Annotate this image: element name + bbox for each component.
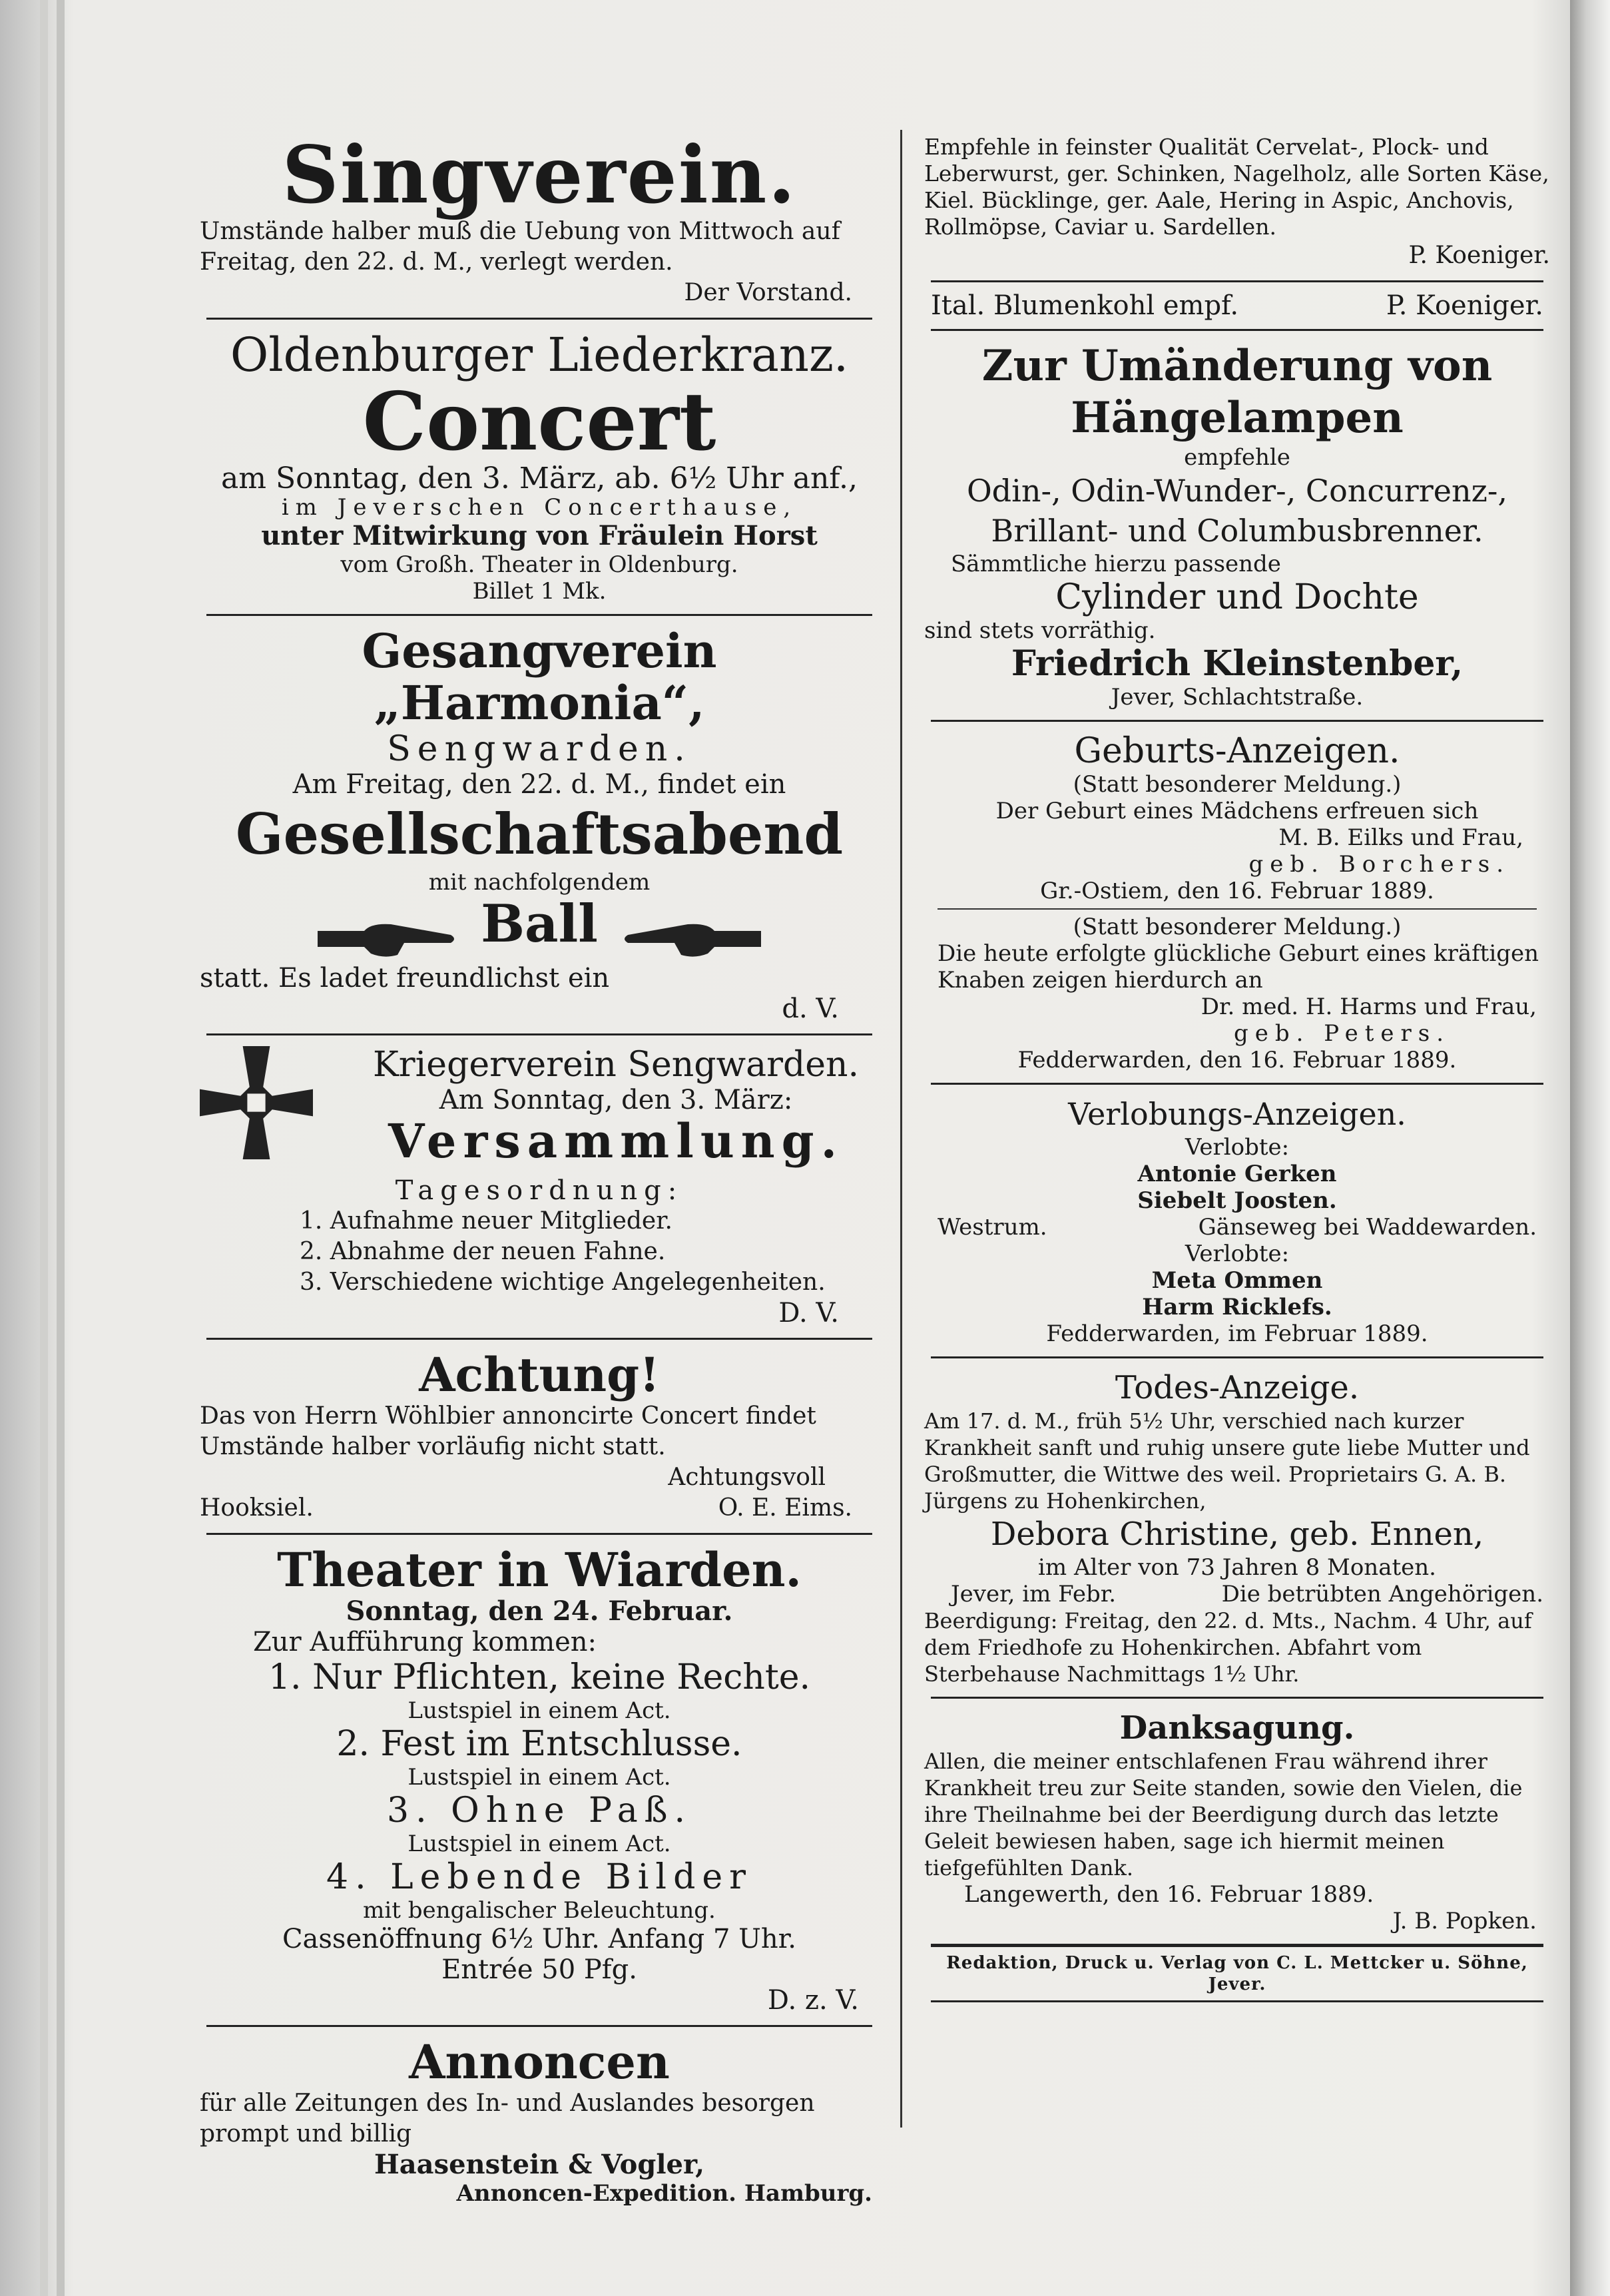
ad-entry: Entrée 50 Pfg. (441, 1954, 637, 1985)
ad-signature: D. z. V. (767, 1984, 859, 2016)
play-sub: Lustspiel in einem Act. (407, 1697, 671, 1724)
ad-times: Cassenöffnung 6½ Uhr. Anfang 7 Uhr. (282, 1923, 797, 1954)
page-edge (57, 0, 65, 2296)
ad-place: Gänseweg bei Waddewarden. (1198, 1214, 1537, 1241)
ad-line: im Jeverschen Concerthause, (281, 494, 798, 521)
rule (206, 2025, 872, 2027)
ad-place: Hooksiel. (200, 1494, 314, 1522)
ad-names: geb. Peters. (1233, 1020, 1450, 1047)
ad-signature: P. Koeniger. (1408, 242, 1550, 269)
ad-title: Theater in Wiarden. (277, 1542, 802, 1597)
agenda-item: 2. Abnahme der neuen Fahne. (300, 1237, 666, 1265)
page-edge (40, 0, 48, 2296)
ad-title: Concert (362, 375, 716, 469)
ad-haengelampen (918, 336, 1557, 715)
ad-name: Meta Ommen (1151, 1267, 1323, 1294)
rule (931, 1944, 1543, 1947)
rule (931, 1697, 1543, 1699)
ad-line: unter Mitwirkung von Fräulein Horst (261, 520, 818, 551)
rule (931, 280, 1543, 282)
ad-dank (918, 1704, 1557, 1938)
ad-singverein (193, 130, 886, 312)
rule (931, 2000, 1543, 2002)
ad-date: Sonntag, den 24. Februar. (346, 1595, 733, 1627)
ad-text: Allen, die meiner entschlafenen Frau während ihrer Krankheit treu zur Seite standen, sowie den Vielen, die ihre Theilnahme bei der Beerdigung durch das letzte Geleit bewiesen haben, sage ich hiermit meinen tiefgefühlten Dank. (924, 1749, 1523, 1880)
agenda-item: 1. Aufnahme neuer Mitglieder. (300, 1207, 672, 1235)
ad-text: Der Geburt eines Mädchens erfreuen sich (995, 798, 1479, 824)
ad-place: Gr.-Ostiem, den 16. Februar 1889. (1040, 878, 1434, 904)
agenda-item: 3. Verschiedene wichtige Angelegenheiten. (300, 1268, 826, 1296)
ad-brands: Brillant- und Columbusbrenner. (991, 513, 1483, 549)
ad-age: im Alter von 73 Jahren 8 Monaten. (1038, 1554, 1436, 1581)
ad-signature: D. V. (778, 1297, 839, 1328)
ad-intro: Zur Aufführung kommen: (253, 1626, 597, 1657)
ad-place: Sengwarden. (387, 729, 692, 769)
ad-firm2: Annoncen-Expedition. Hamburg. (456, 2179, 872, 2207)
ad-place: Fedderwarden, den 16. Februar 1889. (1017, 1047, 1457, 1073)
ad-todes (918, 1364, 1557, 1691)
ad-koeniger-food (918, 130, 1557, 275)
ad-geburt (918, 727, 1557, 1077)
ad-title: Danksagung. (1119, 1709, 1355, 1747)
ad-theater (193, 1540, 886, 2020)
imprint: Redaktion, Druck u. Verlag von C. L. Mettcker u. Söhne, Jever. (946, 1953, 1528, 1994)
ad-title: Todes-Anzeige. (1115, 1369, 1360, 1406)
ad-text: Umstände halber muß die Uebung von Mittwoch auf Freitag, den 22. d. M., verlegt werden. (200, 218, 840, 276)
left-column (193, 130, 886, 2211)
column-divider (900, 130, 902, 2128)
ad-signature: O. E. Eims. (718, 1494, 852, 1522)
ad-org: Gesangverein „Harmonia“, (362, 623, 717, 730)
ad-signature: J. B. Popken. (1392, 1908, 1537, 1934)
ad-name: Antonie Gerken (1137, 1161, 1337, 1187)
rule (206, 614, 872, 616)
ad-title: Versammlung. (388, 1113, 844, 1169)
ad-text: Am 17. d. M., früh 5½ Uhr, verschied nach kurzer Krankheit sanft und ruhig unsere gute liebe Mutter und Großmutter, die Wittwe des weil. Proprietairs G. A. B. Jürgens zu Hohenkirchen, (924, 1408, 1530, 1514)
ad-line: statt. Es ladet freundlichst ein (200, 962, 610, 994)
ad-name: Debora Christine, geb. Ennen, (990, 1516, 1484, 1553)
iron-cross-icon (200, 1046, 313, 1159)
ad-line: Am Freitag, den 22. d. M., findet ein (292, 769, 786, 800)
ad-line: mit nachfolgendem (428, 869, 651, 896)
ad-line: Billet 1 Mk. (472, 578, 607, 605)
ad-names: geb. Borchers. (1248, 851, 1510, 878)
ad-harmonia (193, 621, 886, 1028)
ad-name: Friedrich Kleinstenber, (1011, 643, 1464, 684)
ad-line: sind stets vorräthig. (924, 617, 1156, 644)
play-sub: Lustspiel in einem Act. (407, 1763, 671, 1791)
ad-text: Ital. Blumenkohl empf. (931, 290, 1239, 321)
ad-head: (Statt besonderer Meldung.) (1073, 771, 1402, 798)
ad-annoncen (193, 2032, 886, 2211)
ad-head: Verlobte: (1185, 1241, 1290, 1267)
rule (206, 1338, 872, 1340)
ad-koeniger-blumenkohl (918, 288, 1557, 324)
ad-title: Hängelampen (1071, 393, 1404, 443)
ad-achtung (193, 1345, 886, 1528)
rule (206, 318, 872, 320)
ad-name: Harm Ricklefs. (1142, 1294, 1332, 1320)
play-title: 4. Lebende Bilder (326, 1857, 752, 1897)
ad-title: Geburts-Anzeigen. (1074, 731, 1400, 771)
ad-line: Sämmtliche hierzu passende (951, 551, 1281, 577)
rule (206, 1033, 872, 1035)
ad-title: Annoncen (409, 2034, 670, 2090)
ad-name: Siebelt Joosten. (1137, 1187, 1337, 1214)
ad-firm: Haasenstein & Vogler, (374, 2148, 705, 2180)
rule (206, 1533, 872, 1535)
ad-text: Empfehle in feinster Qualität Cervelat-, Plock- und Leberwurst, ger. Schinken, Nagelholz, alle Sorten Käse, Kiel. Bücklinge, ger. Aale, Hering in Aspic, Anchovis, Rollmöpse, Caviar u. Sardellen. (924, 134, 1549, 240)
ad-line: am Sonntag, den 3. März, ab. 6½ Uhr anf., (221, 461, 858, 495)
ad-signature: Der Vorstand. (684, 279, 852, 306)
play-sub: Lustspiel in einem Act. (407, 1830, 671, 1857)
ad-liederkranz (193, 325, 886, 609)
ad-org: Oldenburger Liederkranz. (230, 328, 849, 382)
ad-signature: Die betrübten Angehörigen. (1221, 1581, 1543, 1607)
rule (931, 720, 1543, 722)
play-title: 1. Nur Pflichten, keine Rechte. (268, 1657, 811, 1697)
binding-spine (1570, 0, 1610, 2296)
ad-place: Fedderwarden, im Februar 1889. (1046, 1320, 1428, 1347)
ad-cylinder: Cylinder und Dochte (1055, 577, 1419, 617)
ad-head: Verlobte: (1185, 1134, 1290, 1161)
ad-text: für alle Zeitungen des In- und Auslandes besorgen prompt und billig (200, 2089, 815, 2148)
pointing-hand-left-icon (621, 918, 761, 960)
ad-brands: Odin-, Odin-Wunder-, Concurrenz-, (966, 473, 1508, 509)
ad-text: Die heute erfolgte glückliche Geburt eines kräftigen Knaben zeigen hierdurch an (938, 940, 1539, 994)
ad-line: empfehle (1184, 444, 1290, 471)
ad-kriegerverein-agenda (193, 1171, 886, 1332)
rule (938, 908, 1537, 910)
ad-title: Gesellschaftsabend (235, 801, 844, 867)
play-sub: mit bengalischer Beleuchtung. (363, 1896, 716, 1924)
ad-names: Dr. med. H. Harms und Frau, (1201, 994, 1537, 1020)
ad-place: Jever, im Febr. (951, 1581, 1117, 1607)
ad-head: (Statt besonderer Meldung.) (1073, 914, 1402, 940)
ad-verlobung (918, 1090, 1557, 1351)
ad-kriegerverein (193, 1041, 886, 1171)
ad-org: Kriegerverein Sengwarden. (372, 1044, 860, 1085)
ad-title: Verlobungs-Anzeigen. (1068, 1096, 1406, 1132)
ad-signature: P. Koeniger. (1386, 290, 1543, 321)
ad-ball: Ball (481, 894, 598, 954)
play-title: 2. Fest im Entschlusse. (336, 1723, 742, 1764)
ad-names: M. B. Eilks und Frau, (1278, 824, 1523, 851)
ad-burial: Beerdigung: Freitag, den 22. d. Mts., Nachm. 4 Uhr, auf dem Friedhofe zu Hohenkirchen. Abfahrt vom Sterbehause Nachmittags 1½ Uhr. (924, 1608, 1532, 1687)
rule (931, 1083, 1543, 1085)
ad-title: Achtung! (419, 1346, 660, 1402)
ad-date: Am Sonntag, den 3. März: (439, 1084, 793, 1115)
ad-title: Singverein. (282, 129, 797, 221)
agenda-heading: Tagesordnung: (395, 1175, 684, 1206)
play-title: 3. Ohne Paß. (387, 1790, 692, 1831)
rule (931, 1356, 1543, 1358)
ad-title: Zur Umänderung von (981, 341, 1493, 391)
right-column (918, 130, 1557, 2008)
ad-place: Langewerth, den 16. Februar 1889. (964, 1881, 1374, 1908)
ad-line: vom Großh. Theater in Oldenburg. (340, 551, 738, 578)
ad-address: Jever, Schlachtstraße. (1111, 684, 1364, 711)
pointing-hand-right-icon (318, 918, 457, 960)
ad-signature: d. V. (782, 993, 839, 1024)
ad-closing: Achtungsvoll (668, 1463, 826, 1491)
rule (931, 329, 1543, 331)
ad-place: Westrum. (938, 1214, 1047, 1241)
ad-text: Das von Herrn Wöhlbier annoncirte Concert findet Umstände halber vorläufig nicht statt. (200, 1402, 816, 1460)
